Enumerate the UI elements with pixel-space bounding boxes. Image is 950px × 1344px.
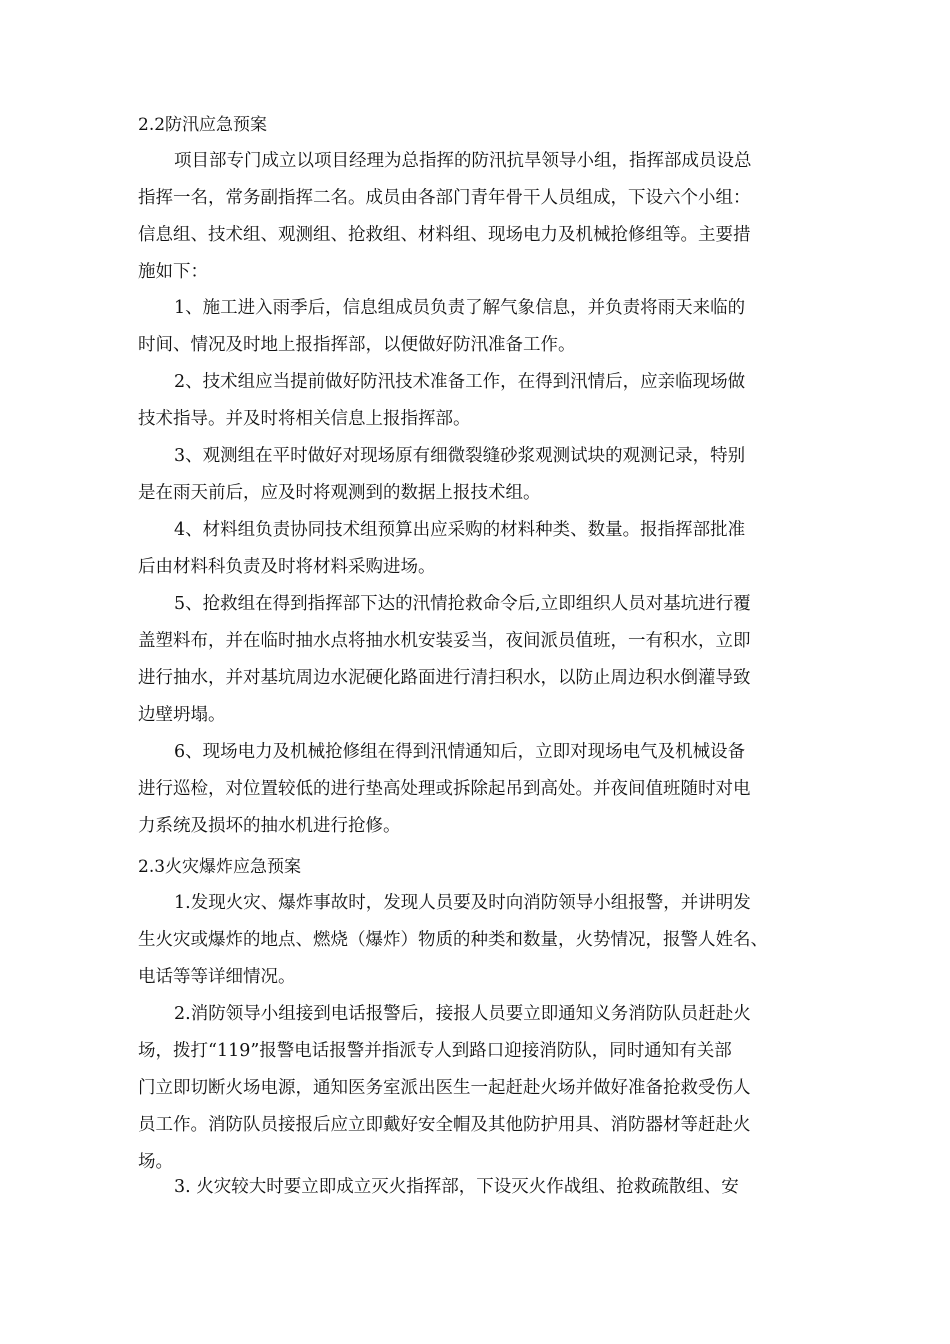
text-line: 4、材料组负责协同技术组预算出应采购的材料种类、数量。报指挥部批准 [174,520,746,540]
text-line: 信息组、技术组、观测组、抢救组、材料组、现场电力及机械抢修组等。主要措 [138,225,751,245]
text-line: 力系统及损坏的抽水机进行抢修。 [138,816,401,836]
paragraph-flood-4 [138,512,818,586]
text-line: 场，拨打“119”报警电话报警并指派专人到路口迎接消防队，同时通知有关部 [138,1041,732,1061]
text-line: 进行巡检，对位置较低的进行垫高处理或拆除起吊到高处。并夜间值班随时对电 [138,779,751,799]
text-line: 门立即切断火场电源，通知医务室派出医生一起赶赴火场并做好准备抢救受伤人 [138,1078,751,1098]
text-line: 施如下： [138,262,208,282]
paragraph-flood-1 [138,290,818,364]
text-line: 进行抽水，并对基坑周边水泥硬化路面进行清扫积水，以防止周边积水倒灌导致 [138,668,751,688]
text-line: 边壁坍塌。 [138,705,226,725]
paragraph-fire-2 [138,996,818,1181]
text-line: 项目部专门成立以项目经理为总指挥的防汛抗旱领导小组，指挥部成员设总 [174,151,752,171]
paragraph-flood-6 [138,734,818,845]
section-heading-2-2: 2.2防汛应急预案 [138,115,268,135]
text-line: 1.发现火灾、爆炸事故时，发现人员要及时向消防领导小组报警，并讲明发 [174,893,751,913]
text-line: 是在雨天前后，应及时将观测到的数据上报技术组。 [138,483,541,503]
text-line: 电话等等详细情况。 [138,967,296,987]
section-heading-2-3: 2.3火灾爆炸应急预案 [138,857,302,877]
paragraph-fire-3 [138,1169,818,1206]
text-line: 2.消防领导小组接到电话报警后，接报人员要立即通知义务消防队员赶赴火 [174,1004,751,1024]
text-line: 5、抢救组在得到指挥部下达的汛情抢救命令后,立即组织人员对基坑进行覆 [174,594,751,614]
text-line: 技术指导。并及时将相关信息上报指挥部。 [138,409,471,429]
paragraph-flood-5 [138,586,818,734]
text-line: 6、现场电力及机械抢修组在得到汛情通知后，立即对现场电气及机械设备 [174,742,746,762]
text-line: 盖塑料布，并在临时抽水点将抽水机安装妥当，夜间派员值班，一有积水，立即 [138,631,751,651]
text-line: 1、施工进入雨季后，信息组成员负责了解气象信息，并负责将雨天来临的 [174,298,746,318]
paragraph-fire-1 [138,885,818,996]
text-line: 2、技术组应当提前做好防汛技术准备工作，在得到汛情后，应亲临现场做 [174,372,746,392]
paragraph-flood-intro [138,143,818,291]
text-line: 场。 [138,1152,173,1172]
text-line: 3、观测组在平时做好对现场原有细微裂缝砂浆观测试块的观测记录，特别 [174,446,746,466]
paragraph-flood-2 [138,364,818,438]
paragraph-flood-3 [138,438,818,512]
text-line: 指挥一名，常务副指挥二名。成员由各部门青年骨干人员组成，下设六个小组： [138,188,751,208]
text-line: 3. 火灾较大时要立即成立灭火指挥部，下设灭火作战组、抢救疏散组、安 [174,1177,739,1197]
text-line: 时间、情况及时地上报指挥部，以便做好防汛准备工作。 [138,335,576,355]
text-line: 后由材料科负责及时将材料采购进场。 [138,557,436,577]
text-line: 员工作。消防队员接报后应立即戴好安全帽及其他防护用具、消防器材等赶赴火 [138,1115,751,1135]
text-line: 生火灾或爆炸的地点、燃烧（爆炸）物质的种类和数量，火势情况，报警人姓名、 [138,930,768,950]
